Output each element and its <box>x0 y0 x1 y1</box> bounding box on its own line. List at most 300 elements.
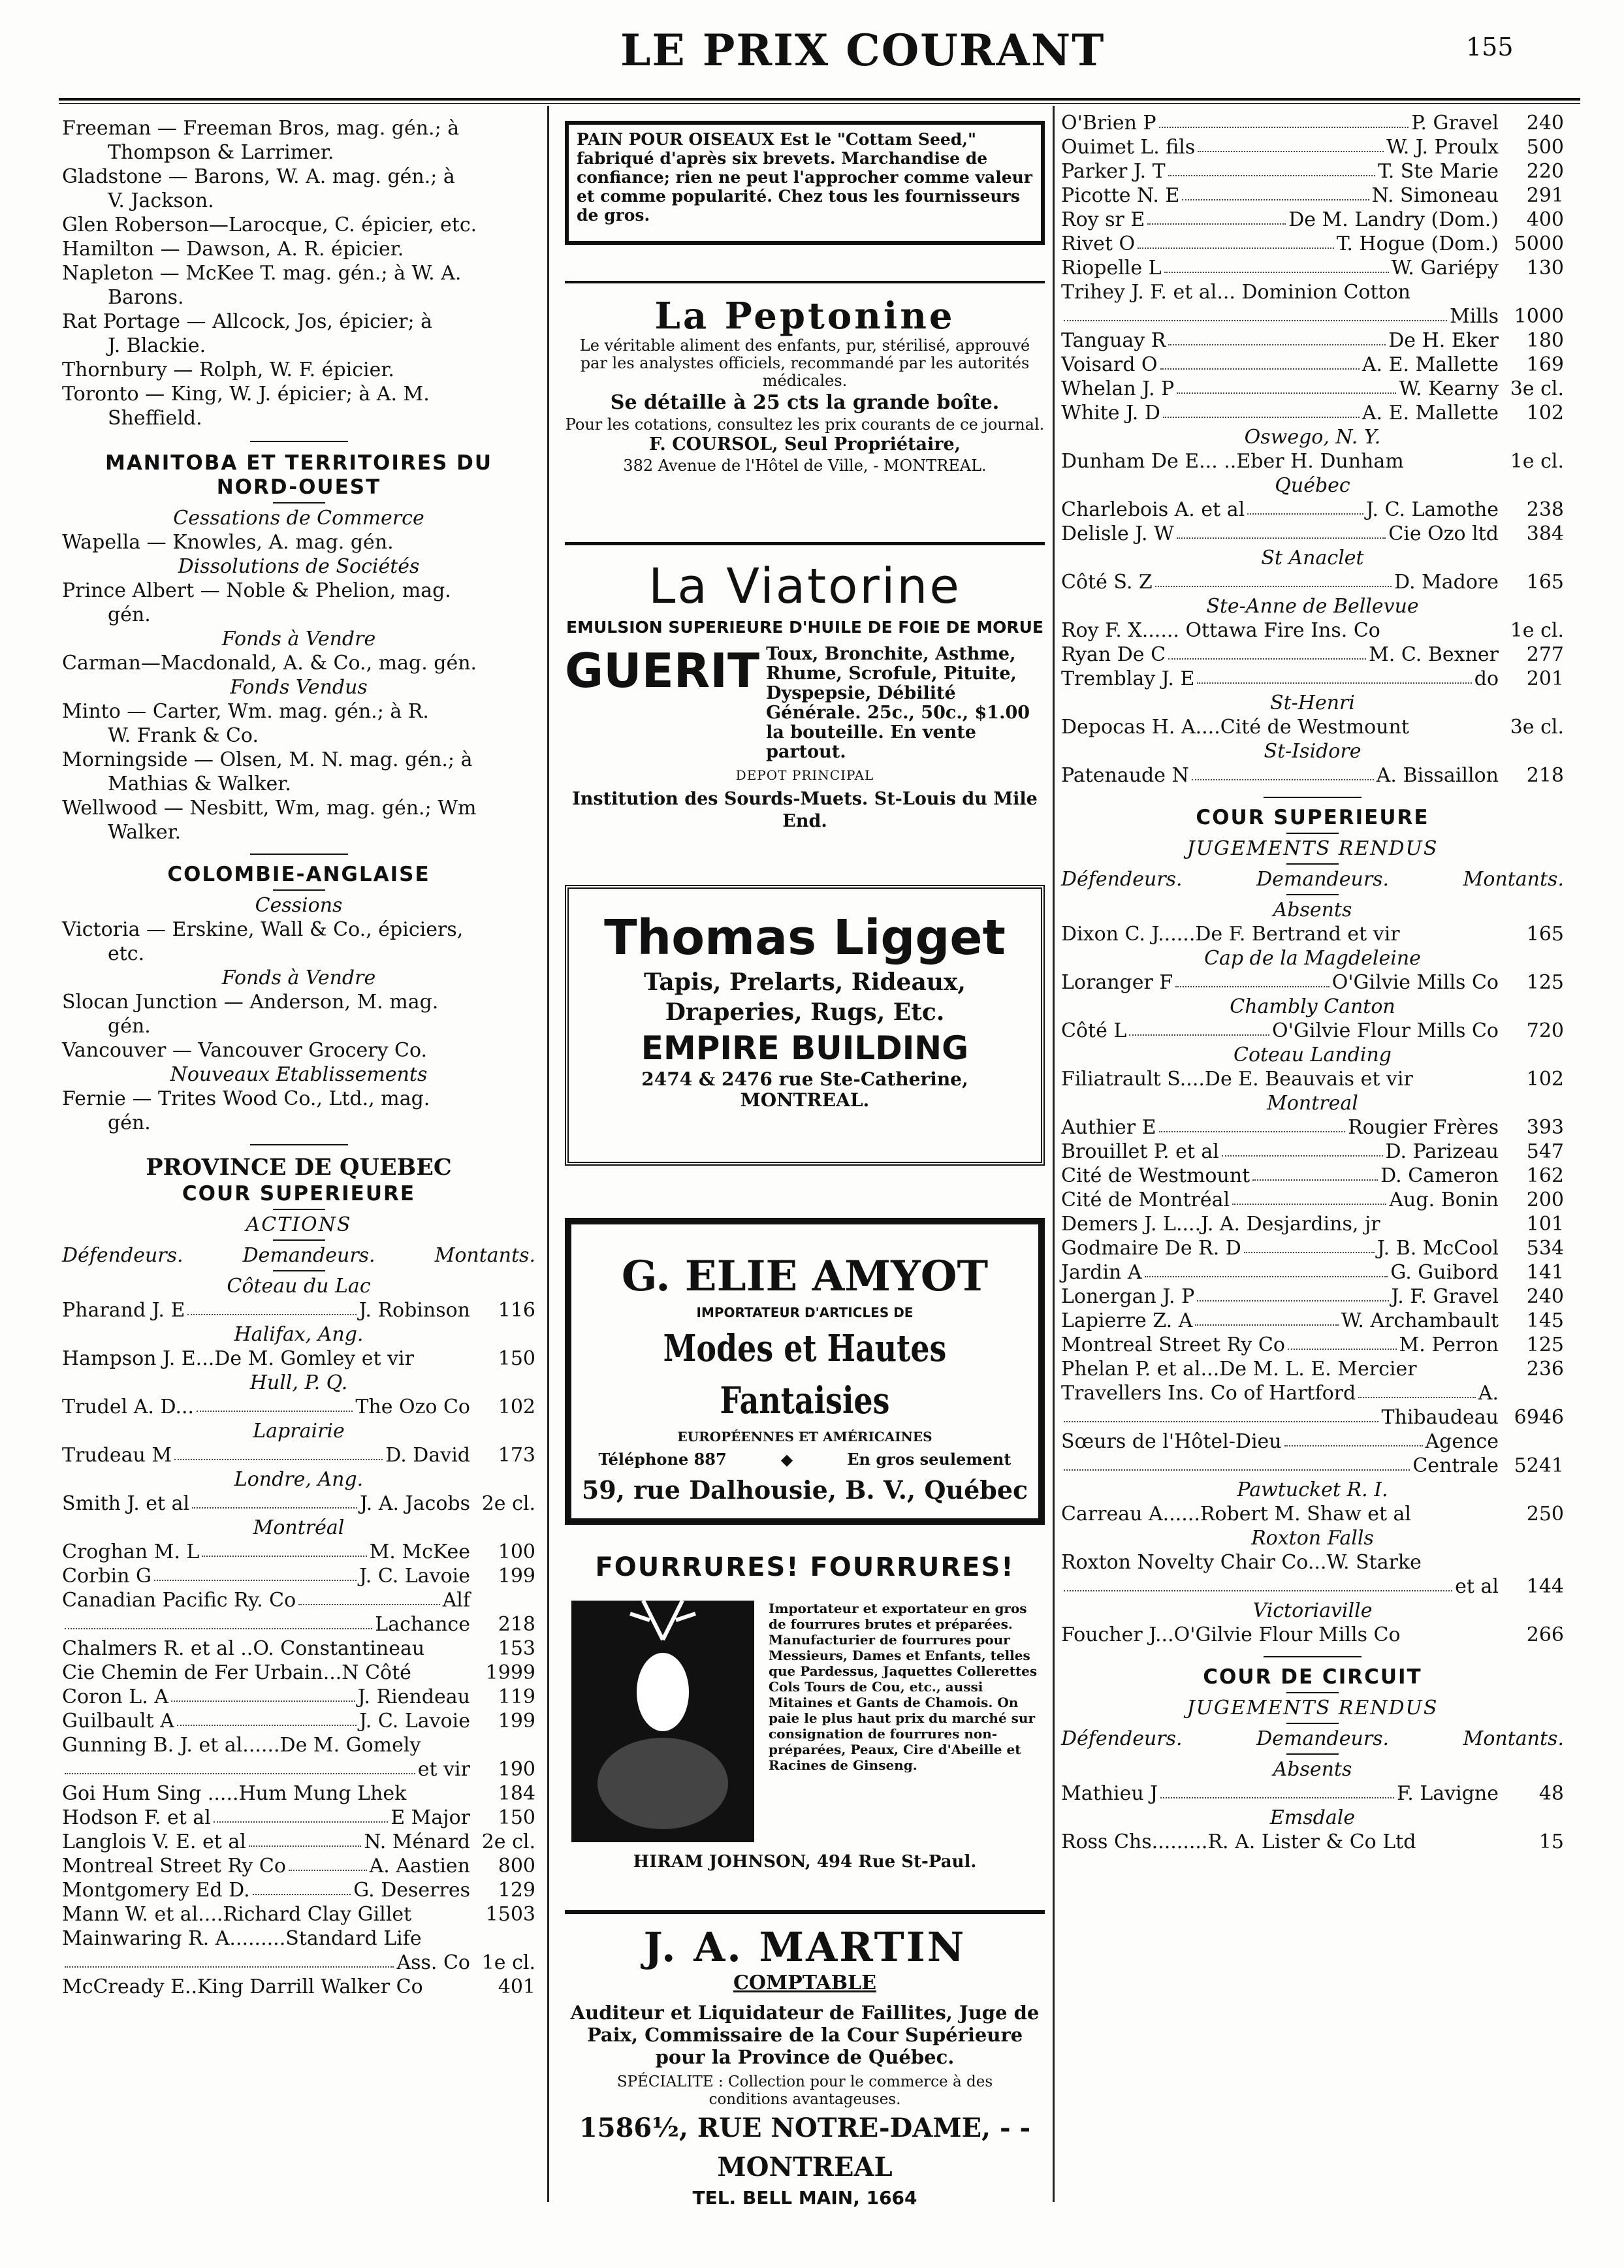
defendant-name: Hodson F. et al <box>62 1806 211 1829</box>
dot-leader <box>1145 1260 1388 1277</box>
dot-leader <box>65 1951 394 1968</box>
col-demandeurs: Demandeurs. <box>1256 1727 1390 1750</box>
table-row <box>62 1975 535 1999</box>
table-row <box>62 1709 535 1733</box>
table-row <box>62 1854 535 1878</box>
ad-text: EMPIRE BUILDING <box>641 1029 969 1067</box>
dot-leader <box>1164 256 1389 273</box>
dot-leader <box>197 1395 353 1412</box>
amount: 190 <box>498 1758 535 1781</box>
plaintiff-name: The Ozo Co <box>355 1396 470 1418</box>
dot-leader <box>1198 135 1384 152</box>
ad-pain-oiseaux <box>565 121 1045 245</box>
table-row <box>1061 1574 1564 1599</box>
amount: 165 <box>1526 571 1564 594</box>
dot-leader <box>1177 377 1396 394</box>
amount <box>1499 1429 1564 1454</box>
amount: 393 <box>1526 1116 1564 1139</box>
amount: 800 <box>498 1855 535 1877</box>
amount: 240 <box>1526 1285 1564 1308</box>
section-heading: COUR DE CIRCUIT <box>1203 1665 1422 1689</box>
table-row <box>1061 1781 1564 1806</box>
table-row <box>1061 232 1564 256</box>
judgment-list <box>1061 1757 1564 1854</box>
amount: 1e cl. <box>481 1951 535 1974</box>
entry: Mathias & Walker. <box>108 773 291 795</box>
dot-leader <box>1159 1115 1346 1132</box>
defendant-name: Ross Chs.........R. A. Lister & Co Ltd <box>1061 1830 1416 1853</box>
amount: 48 <box>1538 1782 1564 1805</box>
ad-title: La Peptonine <box>654 295 955 338</box>
table-row <box>1061 1285 1564 1309</box>
defendant-name: Patenaude N <box>1061 764 1189 787</box>
plaintiff-name: De H. Eker <box>1388 329 1499 352</box>
table-row <box>1061 159 1564 184</box>
plaintiff-name: N. Simoneau <box>1371 184 1499 207</box>
amount: 125 <box>1526 971 1564 994</box>
col-montants: Montants. <box>1463 868 1564 891</box>
amount: 102 <box>1526 1068 1564 1091</box>
place-heading: Emsdale <box>1269 1806 1356 1829</box>
plaintiff-name: G. Deserres <box>353 1879 470 1902</box>
defendant-name: Jardin A <box>1061 1261 1142 1284</box>
dot-leader <box>1222 1140 1383 1157</box>
dot-leader <box>202 1540 366 1557</box>
defendant-name: Cité de Montréal <box>1061 1189 1230 1211</box>
place-heading: Absents <box>1273 899 1352 921</box>
plaintiff-name: J. B. McCool <box>1377 1237 1499 1260</box>
entry: Freeman — Freeman Bros, mag. gén.; à <box>62 117 460 140</box>
defendant-name: Roxton Novelty Chair Co...W. Starke <box>1061 1551 1422 1574</box>
place-heading: Hull, P. Q. <box>249 1371 348 1394</box>
ad-viatorine <box>565 542 1045 833</box>
entry: Vancouver — Vancouver Grocery Co. <box>62 1039 428 1062</box>
place-heading: Côteau du Lac <box>227 1275 371 1298</box>
header-rule-thin <box>59 103 1580 104</box>
dot-leader <box>1195 1309 1338 1326</box>
dot-leader <box>1168 328 1386 345</box>
col-defendeurs: Défendeurs. <box>1061 868 1183 891</box>
dot-leader <box>1064 1454 1410 1471</box>
dot-leader <box>65 1612 372 1629</box>
table-row <box>62 1298 535 1322</box>
table-row <box>62 1347 535 1371</box>
defendant-name: Parker J. T <box>1061 160 1166 183</box>
masthead-logo: LE PRIX COURANT <box>620 25 1106 76</box>
sub-heading: Nouveaux Etablissements <box>170 1063 428 1086</box>
plaintiff-name: M. C. Bexner <box>1369 643 1499 666</box>
defendant-name: Goi Hum Sing .....Hum Mung Lhek <box>62 1782 407 1805</box>
plaintiff-name: J. Robinson <box>358 1299 470 1322</box>
table-row <box>1061 618 1564 643</box>
plaintiff-name: et vir <box>417 1758 470 1781</box>
amount: 116 <box>498 1299 535 1322</box>
entry: gén. <box>108 1015 151 1038</box>
table-row <box>1061 1309 1564 1333</box>
defendant-name: Ouimet L. fils <box>1061 136 1196 159</box>
page-number: 155 <box>1466 33 1514 61</box>
plaintiff-name: D. David <box>385 1444 470 1467</box>
col-montants: Montants. <box>1463 1727 1564 1750</box>
place-heading: Roxton Falls <box>1251 1527 1374 1550</box>
col-defendeurs: Défendeurs. <box>62 1244 183 1267</box>
ad-text: MONTREAL. <box>740 1089 870 1111</box>
defendant-name: Demers J. L....J. A. Desjardins, jr <box>1061 1213 1380 1236</box>
ad-text: 382 Avenue de l'Hôtel de Ville, - MONTREAL. <box>623 456 987 475</box>
entry: Sheffield. <box>108 407 202 430</box>
plaintiff-name: A. E. Mallette <box>1361 402 1499 424</box>
amount <box>1499 280 1564 304</box>
table-row <box>1061 1623 1564 1647</box>
table-row <box>62 1830 535 1854</box>
dot-leader <box>1358 1381 1476 1398</box>
defendant-name: Cité de Westmount <box>1061 1164 1250 1187</box>
ad-text: 1586½, RUE NOTRE-DAME, - - MONTREAL <box>579 2113 1031 2182</box>
entry: Wellwood — Nesbitt, Wm, mag. gén.; Wm <box>62 797 477 820</box>
dot-leader <box>253 1878 351 1895</box>
ad-text: 2474 & 2476 rue Ste-Catherine, <box>641 1068 968 1090</box>
amount: 3e cl. <box>1510 377 1564 400</box>
plaintiff-name: D. Madore <box>1393 571 1499 594</box>
defendant-name: Filiatrault S....De E. Beauvais et vir <box>1061 1068 1413 1091</box>
defendant-name: Langlois V. E. et al <box>62 1830 246 1853</box>
ad-text: Téléphone 887 <box>598 1450 727 1469</box>
plaintiff-name: E Major <box>390 1806 470 1829</box>
entry: Wapella — Knowles, A. mag. gén. <box>62 531 394 554</box>
amount: 100 <box>498 1541 535 1563</box>
plaintiff-name: D. Cameron <box>1380 1164 1499 1187</box>
ad-title: La Viatorine <box>648 558 961 615</box>
dot-leader <box>1232 1188 1386 1205</box>
amount: 400 <box>1526 208 1564 231</box>
dot-leader <box>171 1685 355 1702</box>
dot-leader <box>1155 570 1392 587</box>
place-heading: Montréal <box>253 1516 345 1539</box>
ad-text: Tapis, Prelarts, Rideaux, <box>644 968 966 996</box>
amount: 200 <box>1526 1189 1564 1211</box>
dot-leader <box>1064 1574 1452 1591</box>
table-row <box>1061 377 1564 401</box>
ad-title: Thomas Ligget <box>604 910 1006 966</box>
amount: 2e cl. <box>481 1830 535 1853</box>
ad-text: EUROPÉENNES ET AMÉRICAINES <box>677 1429 932 1445</box>
amount: 173 <box>498 1444 535 1467</box>
plaintiff-name: Thibaudeau <box>1381 1406 1499 1429</box>
amount: 240 <box>1526 112 1564 135</box>
sub-heading: JUGEMENTS RENDUS <box>1186 1697 1439 1719</box>
amount: 101 <box>1526 1213 1564 1236</box>
sub-heading: Dissolutions de Sociétés <box>178 555 420 578</box>
plaintiff-name: P. Gravel <box>1411 112 1499 135</box>
table-row <box>1061 498 1564 522</box>
amount: 5000 <box>1514 232 1564 255</box>
dot-leader <box>1129 1019 1269 1036</box>
defendant-name: Corbin G <box>62 1565 151 1588</box>
amount: 169 <box>1526 353 1564 376</box>
ad-text: Draperies, Rugs, Etc. <box>665 998 945 1026</box>
defendant-name: Canadian Pacific Ry. Co <box>62 1589 296 1612</box>
plaintiff-name: W. Kearny <box>1399 377 1499 400</box>
dot-leader <box>65 1757 415 1774</box>
entry: J. Blackie. <box>108 334 206 357</box>
section-heading: MANITOBA ET TERRITOIRES DU <box>104 451 493 475</box>
table-row <box>62 1612 535 1637</box>
place-heading: St Anaclet <box>1261 547 1364 569</box>
entry: Prince Albert — Noble & Phelion, mag. <box>62 579 451 602</box>
plaintiff-name: J. C. Lavoie <box>359 1565 470 1588</box>
defendant-name: Ryan De C <box>1061 643 1166 666</box>
table-row <box>62 1781 535 1806</box>
dot-leader <box>1138 232 1334 249</box>
ad-text: Toux, Bronchite, Asthme, Rhume, Scrofule, Pituite, Dyspepsie, Débilité Générale. 25c., 50c., $1.00 la bouteille. En vente partout. <box>766 644 1030 762</box>
plaintiff-name: A. Bissaillon <box>1376 764 1499 787</box>
ad-text: 59, rue Dalhousie, B. V., Québec <box>581 1475 1028 1505</box>
table-row <box>1061 256 1564 280</box>
dot-leader <box>192 1492 357 1509</box>
right-column <box>1061 111 1564 1854</box>
plaintiff-name: T. Ste Marie <box>1378 160 1499 183</box>
dot-leader <box>1192 763 1374 780</box>
dot-leader <box>298 1588 439 1605</box>
ad-text: GUERIT <box>565 643 760 698</box>
amount <box>470 1926 535 1951</box>
table-row <box>1061 1357 1564 1381</box>
amount: 6946 <box>1514 1406 1564 1429</box>
amount: 5241 <box>1514 1454 1564 1477</box>
amount: 199 <box>498 1710 535 1733</box>
table-row <box>62 1637 535 1661</box>
defendant-name: Montgomery Ed D. <box>62 1879 250 1902</box>
place-heading: St-Isidore <box>1264 740 1361 763</box>
dot-leader <box>289 1854 367 1871</box>
section-heading: COUR SUPERIEURE <box>1196 806 1429 829</box>
entry: Slocan Junction — Anderson, M. mag. <box>62 991 439 1014</box>
defendant-name: Cie Chemin de Fer Urbain...N Côté <box>62 1661 411 1684</box>
table-row <box>1061 1550 1564 1574</box>
table-row <box>1061 1333 1564 1357</box>
table-row <box>1061 522 1564 546</box>
table-row <box>1061 1260 1564 1285</box>
entry: Fernie — Trites Wood Co., Ltd., mag. <box>62 1087 430 1110</box>
dot-leader <box>214 1806 388 1823</box>
ad-peptonine <box>565 281 1045 475</box>
table-row <box>1061 1115 1564 1140</box>
plaintiff-name: T. Hogue (Dom.) <box>1336 232 1499 255</box>
defendant-name: Mann W. et al....Richard Clay Gillet <box>62 1903 412 1926</box>
defendant-name: Coron L. A <box>62 1685 168 1708</box>
table-row <box>62 1588 535 1612</box>
amount: 150 <box>498 1347 535 1370</box>
entry: V. Jackson. <box>108 189 214 212</box>
dot-leader <box>177 1709 357 1726</box>
table-row <box>1061 570 1564 594</box>
place-heading: Oswego, N. Y. <box>1244 426 1381 449</box>
col-demandeurs: Demandeurs. <box>242 1244 375 1267</box>
defendant-name: Phelan P. et al...De M. L. E. Mercier <box>1061 1358 1417 1381</box>
dot-leader <box>1182 184 1369 200</box>
table-row <box>1061 304 1564 328</box>
table-row <box>62 1951 535 1975</box>
table-row <box>62 1540 535 1564</box>
defendant-name: Foucher J...O'Gilvie Flour Mills Co <box>1061 1623 1401 1646</box>
plaintiff-name: Cie Ozo ltd <box>1388 522 1499 545</box>
ad-text: Le véritable aliment des enfants, pur, stérilisé, approuvé par les analystes officiels, recommandé par les autorités médicales. <box>579 336 1030 390</box>
place-heading: Londre, Ang. <box>234 1468 364 1491</box>
table-row <box>1061 1405 1564 1429</box>
judgment-list <box>1061 425 1564 788</box>
column-labels <box>1061 867 1564 891</box>
defendant-name: Rivet O <box>1061 232 1136 255</box>
entry: Thompson & Larrimer. <box>108 141 334 164</box>
ad-text: Pour les cotations, consultez les prix courants de ce journal. <box>565 415 1045 434</box>
ad-text: IMPORTATEUR D'ARTICLES DE <box>696 1305 914 1320</box>
amount: 218 <box>1526 764 1564 787</box>
notice-entries <box>62 116 535 430</box>
ad-ja-martin <box>565 1910 1045 2209</box>
plaintiff-name: J. Riendeau <box>357 1685 470 1708</box>
place-heading: St-Henri <box>1270 692 1355 714</box>
amount: 266 <box>1526 1623 1564 1646</box>
entry: W. Frank & Co. <box>108 724 259 747</box>
defendant-name: McCready E..King Darrill Walker Co <box>62 1975 423 1998</box>
defendant-name: Trudeau M <box>62 1444 172 1467</box>
column-divider-left <box>547 106 549 2202</box>
table-row <box>1061 922 1564 946</box>
entry: Rat Portage — Allcock, Jos, épicier; à <box>62 310 432 333</box>
defendant-name: Dixon C. J......De F. Bertrand et vir <box>1061 923 1400 946</box>
left-column <box>62 116 535 1999</box>
plaintiff-name: W. Archambault <box>1341 1309 1499 1332</box>
dot-leader <box>1168 159 1375 176</box>
plaintiff-name: F. Lavigne <box>1397 1782 1499 1805</box>
plaintiff-name: J. C. Lavoie <box>359 1710 470 1733</box>
defendant-name: Trudel A. D... <box>62 1396 195 1418</box>
defendant-name: Lapierre Z. A <box>1061 1309 1193 1332</box>
defendant-name: Montreal Street Ry Co <box>62 1855 286 1877</box>
table-row <box>62 1443 535 1467</box>
amount: 165 <box>1526 923 1564 946</box>
plaintiff-name: A. Aastien <box>369 1855 470 1877</box>
amount: 547 <box>1526 1140 1564 1163</box>
ad-text: Se détaille à 25 cts la grande boîte. <box>610 391 1000 414</box>
amount: 125 <box>1526 1334 1564 1356</box>
amount: 220 <box>1526 160 1564 183</box>
col-montants: Montants. <box>434 1244 535 1267</box>
defendant-name: Picotte N. E <box>1061 184 1180 207</box>
defendant-name: Gunning B. J. et al......De M. Gomely <box>62 1734 421 1757</box>
table-row <box>1061 1140 1564 1164</box>
table-row <box>1061 135 1564 159</box>
table-row <box>62 1564 535 1588</box>
plaintiff-name: A. <box>1478 1382 1499 1405</box>
amount: 119 <box>498 1685 535 1708</box>
col-defendeurs: Défendeurs. <box>1061 1727 1183 1750</box>
plaintiff-name: Centrale <box>1412 1454 1499 1477</box>
dot-leader <box>1160 1781 1394 1798</box>
defendant-name: Godmaire De R. D <box>1061 1237 1241 1260</box>
amount: 153 <box>498 1637 535 1660</box>
table-row <box>1061 111 1564 135</box>
amount: 162 <box>1526 1164 1564 1187</box>
section-heading: PROVINCE DE QUEBEC <box>146 1154 452 1181</box>
dot-leader <box>187 1298 356 1315</box>
place-heading: Ste-Anne de Bellevue <box>1206 595 1419 618</box>
ad-title: J. A. MARTIN <box>643 1923 966 1971</box>
table-row <box>62 1926 535 1951</box>
dot-leader <box>1147 208 1286 225</box>
ad-text: TEL. BELL MAIN, 1664 <box>692 2187 917 2209</box>
amount: 250 <box>1526 1503 1564 1525</box>
ad-text: Auditeur et Liquidateur de Faillites, Juge de Paix, Commissaire de la Cour Supérieure pour la Province de Québec. <box>570 2002 1040 2068</box>
ad-text: COMPTABLE <box>733 1972 877 1994</box>
section-heading: NORD-OUEST <box>216 475 381 499</box>
ad-text: Importateur et exportateur en gros de fourrures brutes et préparées. Manufacturier de fourrures pour Messieurs, Dames et Enfants, telles que Pardessus, Jaquettes Collerettes Cols Tours de Cou, etc., aussi Mitaines et Gants de Chamois. On paie le plus haut prix du marché sur consignation de fourrures non-préparées, Peaux, Cire d'Abeille et Racines de Ginseng. <box>769 1601 1038 1773</box>
defendant-name: Côté S. Z <box>1061 571 1153 594</box>
place-heading: Coteau Landing <box>1233 1044 1392 1066</box>
amount: 180 <box>1526 329 1564 352</box>
section-heading: COUR SUPERIEURE <box>182 1182 416 1206</box>
table-row <box>1061 280 1564 304</box>
ad-text: F. COURSOL, Seul Propriétaire, <box>648 434 961 455</box>
defendant-name: Trihey J. F. et al... Dominion Cotton <box>1061 281 1410 304</box>
place-heading: Absents <box>1273 1758 1352 1781</box>
defendant-name: Roy F. X...... Ottawa Fire Ins. Co <box>1061 619 1380 642</box>
defendant-name: Guilbault A <box>62 1710 174 1733</box>
table-row <box>1061 208 1564 232</box>
place-heading: Laprairie <box>253 1420 345 1443</box>
table-row <box>62 1878 535 1902</box>
defendant-name: Dunham De E... ..Eber H. Dunham <box>1061 450 1404 473</box>
table-row <box>1061 1454 1564 1478</box>
col-demandeurs: Demandeurs. <box>1256 868 1390 891</box>
column-divider-right <box>1053 106 1055 2202</box>
defendant-name: Authier E <box>1061 1116 1156 1139</box>
entry: gén. <box>108 1111 151 1134</box>
sub-heading: Fonds à Vendre <box>221 966 376 989</box>
defendant-name: Montreal Street Ry Co <box>1061 1334 1285 1356</box>
place-heading: Pawtucket R. I. <box>1237 1478 1388 1501</box>
table-row <box>1061 401 1564 425</box>
entry: Toronto — King, W. J. épicier; à A. M. <box>62 383 430 406</box>
entry: Napleton — McKee T. mag. gén.; à W. A. <box>62 262 462 285</box>
defendant-name: Charlebois A. et al <box>1061 498 1245 521</box>
entry: etc. <box>108 942 145 965</box>
dot-leader <box>1247 498 1363 515</box>
place-heading: Montreal <box>1267 1092 1358 1115</box>
amount: 720 <box>1526 1019 1564 1042</box>
table-row <box>1061 763 1564 788</box>
amount: 238 <box>1526 498 1564 521</box>
ad-text: PAIN POUR OISEAUX Est le "Cottam Seed," fabriqué d'après six brevets. Marchandise de confiance; rien ne peut l'approcher comme valeur et comme popularité. Chez tous les fournisseurs de gros. <box>577 130 1032 225</box>
amount: 184 <box>498 1782 535 1805</box>
amount: 291 <box>1526 184 1564 207</box>
table-row <box>1061 1502 1564 1526</box>
entry: Thornbury — Rolph, W. F. épicier. <box>62 359 394 381</box>
amount <box>1499 1550 1564 1574</box>
amount: 129 <box>498 1879 535 1902</box>
plaintiff-name: Agence <box>1425 1430 1499 1453</box>
table-row <box>1061 1212 1564 1236</box>
section-heading: COLOMBIE-ANGLAISE <box>167 863 430 886</box>
plaintiff-name: Aug. Bonin <box>1389 1189 1499 1211</box>
plaintiff-name: M. McKee <box>369 1541 470 1563</box>
defendant-name: Sœurs de l'Hôtel-Dieu <box>1061 1430 1282 1453</box>
sub-heading: Cessions <box>255 894 343 917</box>
table-row <box>1061 449 1564 473</box>
sub-heading: Cessations de Commerce <box>173 507 424 530</box>
amount: 145 <box>1526 1309 1564 1332</box>
defendant-name: Côté L <box>1061 1019 1127 1042</box>
